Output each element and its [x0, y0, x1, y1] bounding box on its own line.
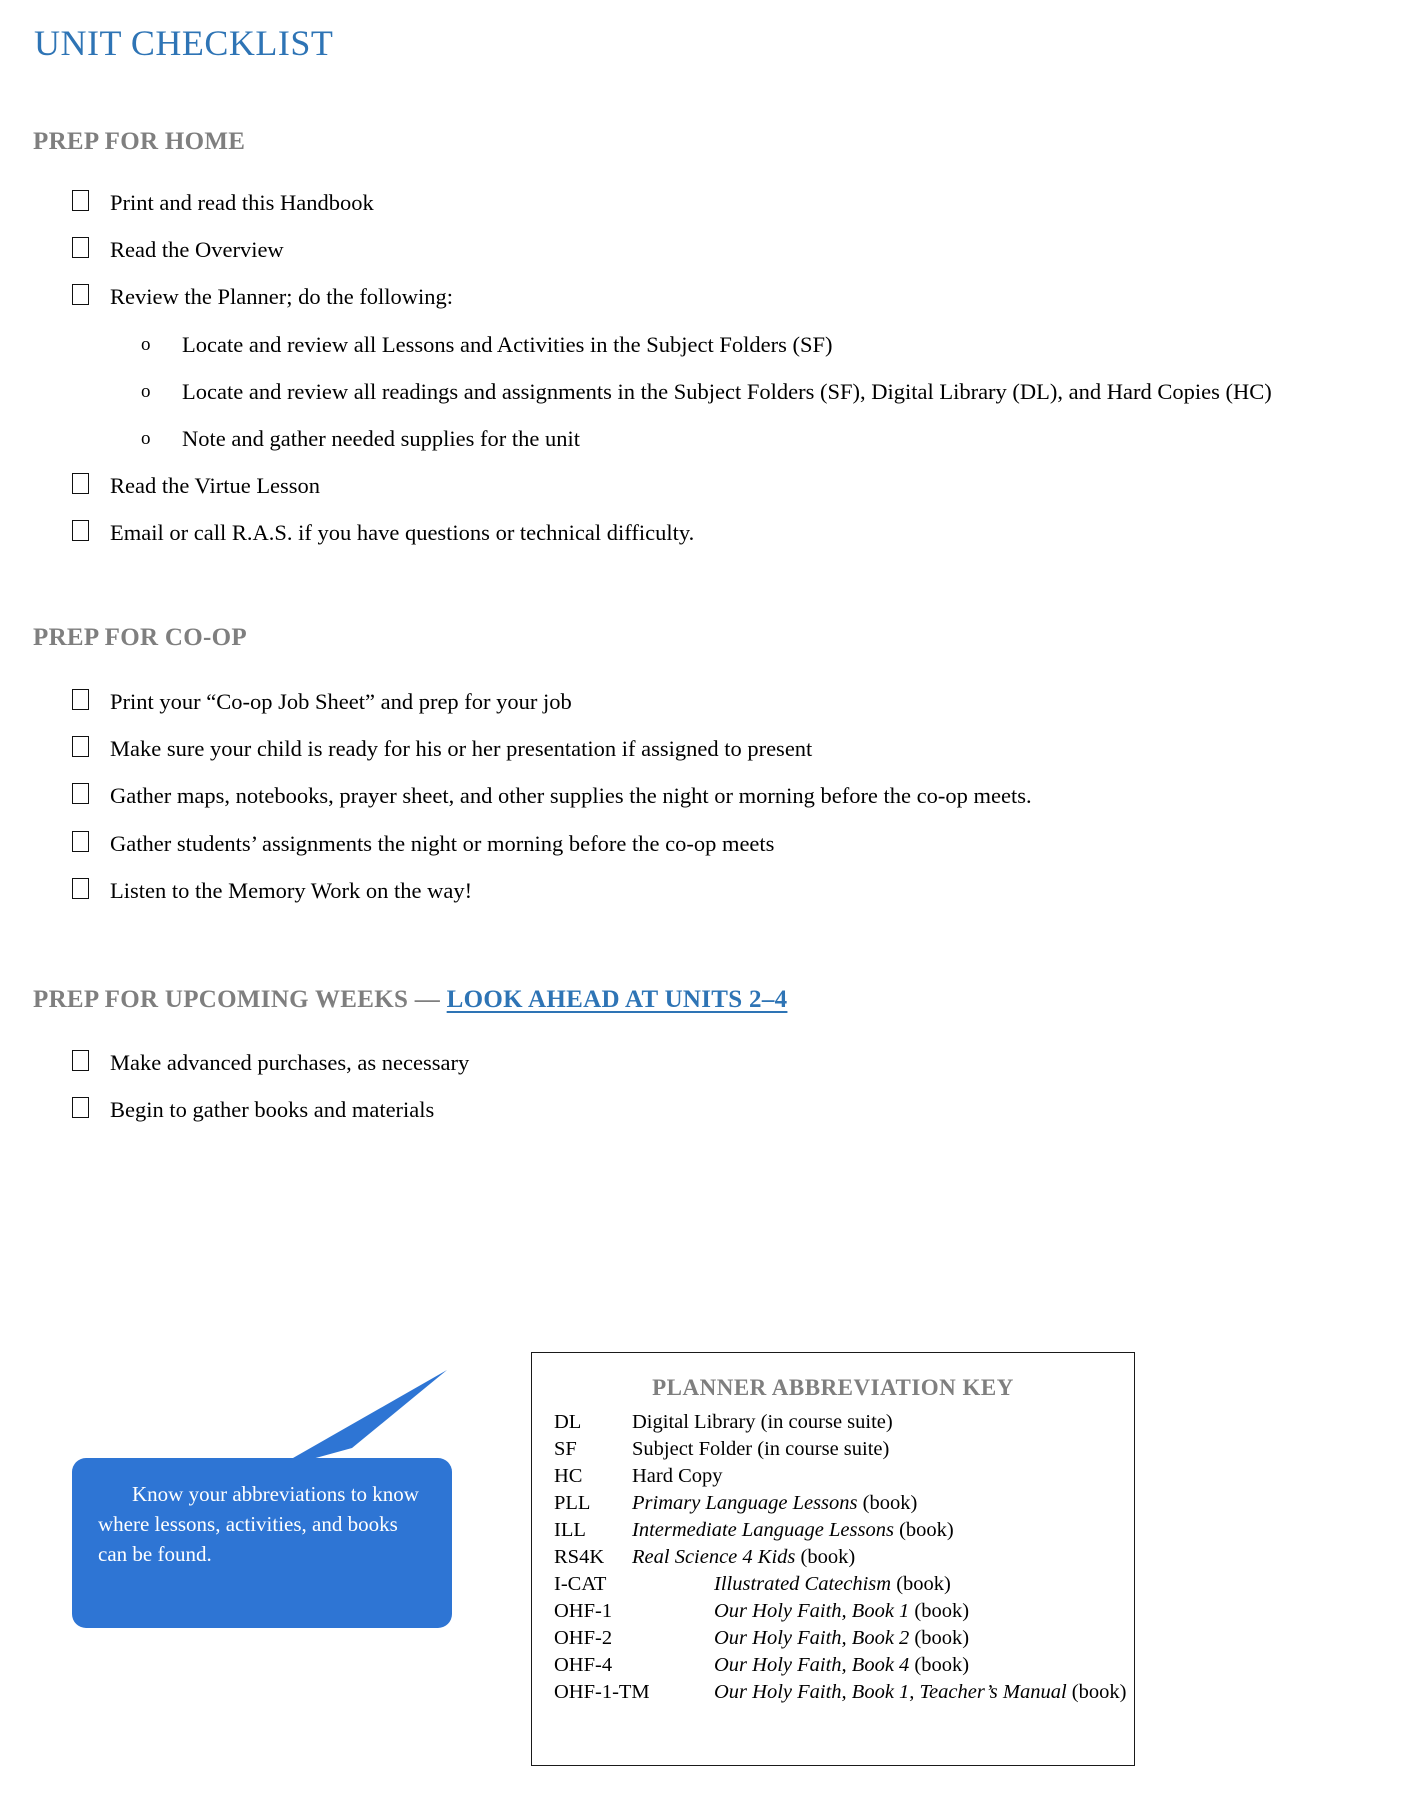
section-heading-prep-for-home: [33, 128, 245, 156]
checkbox-icon[interactable]: [72, 732, 110, 764]
checklist-prep-for-upcoming-weeks: [72, 1046, 1372, 1140]
checklist-item-label: Begin to gather books and materials: [110, 1097, 435, 1123]
checkbox-icon[interactable]: [72, 685, 110, 717]
look-ahead-units-link[interactable]: LOOK AHEAD AT UNITS 2–4: [446, 986, 788, 1013]
checklist-item[interactable]: [72, 685, 1372, 719]
key-abbr: OHF-2: [554, 1627, 613, 1650]
checklist-item[interactable]: [72, 1093, 1372, 1127]
checklist-item[interactable]: [72, 827, 1372, 861]
sublist-item-label: Note and gather needed supplies for the unit: [182, 425, 581, 451]
key-row: [554, 1598, 1134, 1625]
key-description: Digital Library (in course suite): [632, 1411, 893, 1433]
checklist-item[interactable]: [72, 469, 1372, 503]
sublist-item-label: Locate and review all Lessons and Activities in the Subject Folders (SF): [182, 331, 833, 357]
key-description: Primary Language Lessons (book): [632, 1492, 918, 1515]
key-row: [554, 1544, 1134, 1571]
sublist-item[interactable]: [72, 422, 1372, 456]
key-row: [554, 1625, 1134, 1652]
checkbox-icon[interactable]: [72, 874, 110, 906]
checklist-item-label: Print your “Co-op Job Sheet” and prep for your job: [110, 689, 572, 714]
checklist-item[interactable]: [72, 233, 1372, 267]
key-description: Hard Copy: [632, 1465, 723, 1488]
checkbox-icon[interactable]: [72, 1046, 110, 1078]
callout-bubble-body: [72, 1458, 452, 1628]
checklist-item-label: Gather maps, notebooks, prayer sheet, and other supplies the night or morning before the co-op meets.: [110, 783, 1032, 809]
checklist-item[interactable]: [72, 186, 1372, 220]
checklist-item[interactable]: [72, 732, 1372, 766]
key-row: [554, 1517, 1134, 1544]
circle-bullet-icon: o: [141, 427, 151, 449]
key-row: [554, 1652, 1134, 1679]
checklist-item[interactable]: [72, 1046, 1372, 1080]
checklist-item-label: Gather students’ assignments the night or morning before the co-op meets: [110, 830, 775, 856]
callout-text: Know your abbreviations to know where lessons, activities, and books can be found.: [98, 1482, 419, 1566]
key-row-list: [532, 1409, 1134, 1707]
checklist-item[interactable]: [72, 779, 1372, 813]
key-abbr: I-CAT: [554, 1573, 607, 1596]
planner-abbreviation-key-box: [531, 1352, 1135, 1766]
key-abbr: SF: [554, 1438, 577, 1461]
checklist-item[interactable]: [72, 280, 1372, 314]
sublist-item-label: Locate and review all readings and assignments in the Subject Folders (SF), Digital Library (DL), and Hard Copies (HC): [182, 378, 1272, 404]
checklist-item[interactable]: [72, 516, 1372, 550]
key-abbr: OHF-4: [554, 1654, 613, 1677]
key-abbr: OHF-1-TM: [554, 1681, 650, 1704]
callout-bubble: [72, 1370, 452, 1585]
key-description: Real Science 4 Kids (book): [632, 1546, 856, 1569]
key-description: Our Holy Faith, Book 1 (book): [714, 1600, 970, 1623]
checkbox-icon[interactable]: [72, 827, 110, 859]
key-description: Intermediate Language Lessons (book): [632, 1519, 954, 1542]
section-heading-label: PREP FOR UPCOMING WEEKS: [33, 986, 409, 1013]
key-row: [554, 1436, 1134, 1463]
sublist-item[interactable]: [72, 375, 1372, 409]
checkbox-icon[interactable]: [72, 186, 110, 218]
section-heading-label: PREP FOR CO-OP: [33, 624, 247, 651]
checkbox-icon[interactable]: [72, 469, 110, 501]
heading-dash: —: [414, 986, 441, 1013]
key-row: [554, 1463, 1134, 1490]
checklist-item-label: Email or call R.A.S. if you have questions or technical difficulty.: [110, 520, 695, 546]
key-description: Subject Folder (in course suite): [632, 1438, 890, 1461]
key-box-title: PLANNER ABBREVIATION KEY: [652, 1375, 1014, 1400]
key-abbr: RS4K: [554, 1546, 605, 1569]
checklist-prep-for-co-op: [72, 685, 1372, 921]
checkbox-icon[interactable]: [72, 280, 110, 312]
checklist-sublist: [72, 328, 1372, 457]
key-row: [554, 1679, 1134, 1706]
sublist-item[interactable]: [72, 328, 1372, 362]
page-title: UNIT CHECKLIST: [34, 23, 334, 63]
checklist-item-label: Make advanced purchases, as necessary: [110, 1050, 470, 1075]
checklist-item-label: Print and read this Handbook: [110, 190, 374, 215]
circle-bullet-icon: o: [141, 380, 151, 402]
section-heading-label: PREP FOR HOME: [33, 128, 246, 155]
checkbox-icon[interactable]: [72, 516, 110, 548]
circle-bullet-icon: o: [141, 333, 151, 355]
key-abbr: PLL: [554, 1492, 591, 1515]
key-row: [554, 1571, 1134, 1598]
key-abbr: DL: [554, 1411, 582, 1433]
key-abbr: ILL: [554, 1519, 586, 1542]
key-row: [554, 1409, 1134, 1436]
section-heading-prep-for-co-op: [33, 624, 247, 652]
checkbox-icon[interactable]: [72, 1093, 110, 1125]
key-description: Our Holy Faith, Book 2 (book): [714, 1627, 970, 1650]
checklist-item-label: Make sure your child is ready for his or her presentation if assigned to present: [110, 736, 813, 762]
key-description: Illustrated Catechism (book): [714, 1573, 951, 1596]
checklist-item-label: Read the Overview: [110, 237, 284, 263]
sublist-container: [72, 328, 1372, 457]
checklist-item[interactable]: [72, 874, 1372, 908]
key-row: [554, 1490, 1134, 1517]
checklist-prep-for-home: [72, 186, 1372, 564]
checkbox-icon[interactable]: [72, 233, 110, 265]
checklist-item-label: Listen to the Memory Work on the way!: [110, 877, 473, 903]
key-abbr: OHF-1: [554, 1600, 613, 1623]
checklist-item-label: Review the Planner; do the following:: [110, 284, 454, 310]
section-heading-prep-for-upcoming-weeks: [33, 986, 787, 1014]
checklist-item-label: Read the Virtue Lesson: [110, 473, 321, 499]
checkbox-icon[interactable]: [72, 779, 110, 811]
key-description: Our Holy Faith, Book 4 (book): [714, 1654, 970, 1677]
key-description: Our Holy Faith, Book 1, Teacher’s Manual (book): [714, 1681, 1127, 1704]
key-abbr: HC: [554, 1465, 583, 1488]
